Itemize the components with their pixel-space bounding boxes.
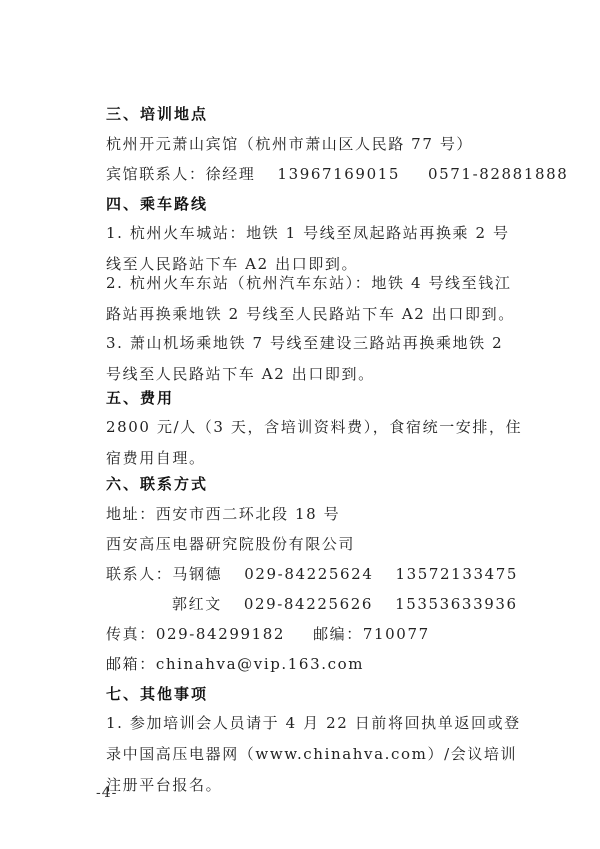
hotel-contact-mobile: 13967169015 bbox=[277, 165, 400, 183]
contact2-phone: 029-84225626 bbox=[243, 595, 374, 613]
contact-company: 西安高压电器研究院股份有限公司 bbox=[106, 535, 356, 553]
section-heading-training-location: 三、培训地点 bbox=[106, 105, 209, 123]
training-location-address: 杭州开元萧山宾馆（杭州市萧山区人民路 77 号） bbox=[106, 135, 474, 153]
route-item-1: 1. 杭州火车城站：地铁 1 号线至凤起路站再换乘 2 号线至人民路站下车 A2 出口即到。 bbox=[106, 224, 510, 273]
hotel-contact-phone: 0571-82881888 bbox=[428, 165, 569, 183]
page-number: -4- bbox=[96, 785, 118, 801]
route-item-3: 3. 萧山机场乘地铁 7 号线至建设三路站再换乘地铁 2 号线至人民路站下车 A2 出口即到。 bbox=[106, 334, 504, 383]
other-item-1: 1. 参加培训会人员请于 4 月 22 日前将回执单返回或登录中国高压电器网（www.chinahva.com）/会议培训注册平台报名。 bbox=[106, 714, 521, 794]
section-heading-fees: 五、费用 bbox=[106, 389, 175, 407]
hotel-contact-name: 徐经理 bbox=[205, 165, 256, 183]
section-heading-other: 七、其他事项 bbox=[106, 685, 209, 703]
contact2-name: 郭红文 bbox=[172, 595, 222, 613]
contact-address: 地址：西安市西二环北段 18 号 bbox=[106, 505, 341, 523]
hotel-contact-label: 宾馆联系人： bbox=[106, 165, 206, 183]
fax-number: 029-84299182 bbox=[155, 625, 286, 643]
fax-zip-line bbox=[106, 624, 430, 644]
fee-details: 2800 元/人（3 天，含培训资料费），食宿统一安排，住宿费用自理。 bbox=[106, 418, 523, 467]
zip-label: 邮编： bbox=[313, 625, 363, 643]
hotel-contact-line bbox=[106, 164, 568, 184]
contact-person-2 bbox=[172, 594, 518, 614]
zip-code: 710077 bbox=[362, 625, 430, 643]
contact-label: 联系人： bbox=[106, 565, 173, 583]
email-line bbox=[106, 654, 364, 674]
section-heading-transport: 四、乘车路线 bbox=[106, 195, 209, 213]
email-address: chinahva@vip.163.com bbox=[155, 655, 365, 673]
section-heading-contact: 六、联系方式 bbox=[106, 475, 209, 493]
contact1-mobile: 13572133475 bbox=[395, 565, 519, 583]
route-item-2: 2. 杭州火车东站（杭州汽车东站）：地铁 4 号线至钱江路站再换乘地铁 2 号线至人民路站下车 A2 出口即到。 bbox=[106, 274, 515, 323]
fax-label: 传真： bbox=[106, 625, 156, 643]
email-label: 邮箱： bbox=[106, 655, 156, 673]
contact1-name: 马钢德 bbox=[172, 565, 223, 583]
contact1-phone: 029-84225624 bbox=[244, 565, 374, 583]
contact2-mobile: 15353633936 bbox=[395, 595, 518, 613]
contact-person-1 bbox=[106, 564, 518, 584]
